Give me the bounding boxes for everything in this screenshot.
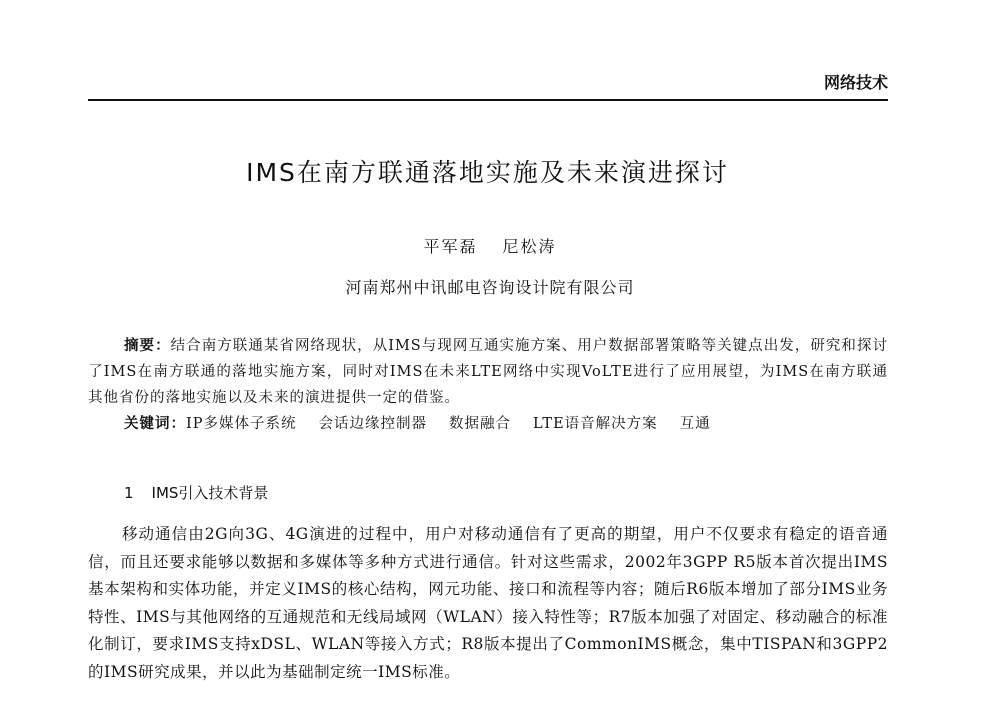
section-title: IMS引入技术背景 <box>151 484 269 502</box>
section-heading <box>124 482 268 503</box>
header-rule <box>88 99 888 101</box>
keywords-label: 关键词： <box>124 416 186 432</box>
paper-title: IMS在南方联通落地实施及未来演进探讨 <box>246 158 729 187</box>
keyword: LTE语音解决方案 <box>532 416 658 432</box>
keyword: 数据融合 <box>448 416 511 432</box>
section-label: 网络技术 <box>823 73 888 92</box>
keyword: IP多媒体子系统 <box>186 416 297 432</box>
body-paragraph: 移动通信由2G向3G、4G演进的过程中，用户对移动通信有了更高的期望，用户不仅要求有稳定的语音通信，而且还要求能够以数据和多媒体等多种方式进行通信。针对这些需求，2002年3GPP R5版本首次提出IMS基本架构和实体功能，并定义IMS的核心结构，网元功能、接口和流程等内容；随后R6版本增加了部分IMS业务特性、IMS与其他网络的互通规范和无线局域网（WLAN）接入特性等；R7版本加强了对固定、移动融合的标准化制订，要求IMS支持xDSL、WLAN等接入方式；R8版本提出了CommonIMS概念，集中TISPAN和3GPP2的IMS研究成果，并以此为基础制定统一IMS标准。 <box>88 525 888 681</box>
keyword: 互通 <box>679 416 711 432</box>
abstract-paragraph <box>88 333 888 411</box>
section-number: 1 <box>124 484 134 502</box>
keyword: 会话边缘控制器 <box>318 416 427 432</box>
abstract-text: 结合南方联通某省网络现状，从IMS与现网互通实施方案、用户数据部署策略等关键点出发，研究和探讨了IMS在南方联通的落地实施方案，同时对IMS在未来LTE网络中实现VoLTE进行了应用展望，为IMS在南方联通其他省份的落地实施以及未来的演进提供一定的借鉴。 <box>88 338 889 406</box>
abstract-label: 摘要： <box>124 338 171 354</box>
affiliation: 河南郑州中讯邮电咨询设计院有限公司 <box>345 278 635 297</box>
authors: 平军磊 尼松涛 <box>423 237 557 256</box>
keywords-line <box>88 411 888 437</box>
abstract-block <box>88 333 888 437</box>
